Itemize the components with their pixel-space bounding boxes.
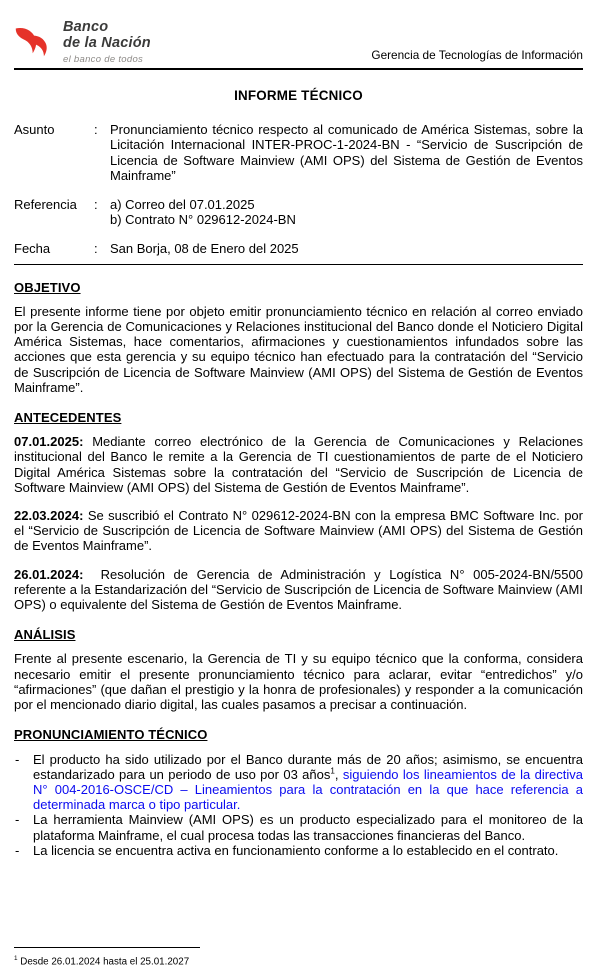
bank-tagline: el banco de todos: [63, 54, 144, 65]
footnote-block: [14, 947, 200, 968]
page-header: [14, 14, 583, 65]
meta-rule: [14, 264, 583, 265]
bullet-marker: -: [15, 812, 20, 828]
bank-logo-swoosh-icon: [14, 25, 54, 65]
bank-name-line1: Banco: [63, 19, 109, 35]
antecedente-date-2: 22.03.2024:: [14, 508, 84, 524]
fecha-value: San Borja, 08 de Enero del 2025: [110, 241, 299, 257]
asunto-value: Pronunciamiento técnico respecto al comunicado de América Sistemas, sobre la Licitación Internacional INTER-PROC-1-2024-BN - “Servicio de Suscripción de Licencia de Software Mainview (AMI OPS) del Sistema de Gestión de Eventos Mainframe”: [110, 122, 583, 183]
objetivo-paragraph: El presente informe tiene por objeto emitir pronunciamiento técnico en relación al correo enviado por la Gerencia de Comunicaciones y Relaciones institucional del Banco donde el Noticiero Digital América Sistemas, hace comentarios, afirmaciones y cuestionamientos infundados sobre las acciones que esta gerencia y su equipo técnico han efectuado para la contratación del “Servicio de Suscripción de Licencia de Software Mainview (AMI OPS) del Sistema de Gestión de Eventos Mainframe”.: [14, 303, 583, 395]
meta-row-referencia: [14, 197, 583, 227]
bullet-text-3: La licencia se encuentra activa en funcionamiento conforme a lo establecido en el contrato.: [33, 842, 559, 858]
footnote-reference-1: 1: [330, 766, 335, 776]
meta-row-fecha: [14, 241, 583, 256]
meta-row-asunto: [14, 122, 583, 183]
section-heading-antecedentes: ANTECEDENTES: [14, 410, 122, 426]
footnote-marker: 1: [14, 954, 18, 962]
footnote-text: Desde 26.01.2024 hasta el 25.01.2027: [20, 956, 190, 967]
section-heading-pronunciamiento: PRONUNCIAMIENTO TÉCNICO: [14, 727, 208, 743]
antecedente-text-3: Resolución de Gerencia de Administración y Logística N° 005-2024-BN/5500 referente a la Estandarización del “Servicio de Suscripción de Licencia de Software Mainview (AMI OPS) o equivalente del Sistema de Gestión de Eventos Mainframe.: [14, 566, 583, 613]
antecedente-text-2: Se suscribió el Contrato N° 029612-2024-BN con la empresa BMC Software Inc. por el “Servicio de Suscripción de Licencia de Software Mainview (AMI OPS) del Sistema de Gestión de Eventos Mainframe”.: [14, 508, 583, 554]
antecedente-text-1: Mediante correo electrónico de la Gerencia de Comunicaciones y Relaciones institucional del Banco le remite a la Gerencia de TI cuestionamientos de parte de el Noticiero Digital América Sistemas sobre la contratación del “Servicio de Suscripción de Licencia de Software Mainview (AMI OPS) del Sistema de Gestión de Eventos Mainframe”.: [14, 434, 583, 495]
department-name: Gerencia de Tecnologías de Información: [371, 48, 583, 62]
asunto-colon: :: [94, 122, 98, 138]
section-heading-analisis: ANÁLISIS: [14, 627, 76, 643]
bullet-item-1: [14, 752, 583, 813]
bullet-1-separator: ,: [334, 766, 343, 782]
antecedente-item-2: [14, 508, 583, 554]
asunto-label: Asunto: [14, 122, 55, 138]
fecha-colon: :: [94, 241, 98, 257]
referencia-colon: :: [94, 197, 98, 213]
bullet-text-2: La herramienta Mainview (AMI OPS) es un producto especializado para el monitoreo de la plataforma Mainframe, el cual procesa todas las transacciones financieras del Banco.: [33, 812, 583, 843]
referencia-line-a: a) Correo del 07.01.2025: [110, 197, 255, 213]
meta-block: [14, 122, 583, 256]
antecedente-date-1: 07.01.2025:: [14, 434, 84, 450]
bank-name-line2: de la Nación: [63, 34, 151, 51]
pronunciamiento-bullet-list: [14, 752, 583, 858]
document-title: INFORME TÉCNICO: [234, 88, 363, 103]
referencia-label: Referencia: [14, 197, 77, 213]
bullet-item-2: [14, 812, 583, 842]
bullet-1-blue-text: siguiendo los lineamientos de la directiva N° 004-2016-OSCE/CD – Lineamientos para la contratación en la que hace referencia a determinada marca o tipo particular.: [33, 766, 583, 813]
bank-logo: [14, 14, 151, 65]
footnote-rule: [14, 947, 200, 948]
referencia-line-b: b) Contrato N° 029612-2024-BN: [110, 212, 296, 228]
analisis-paragraph: Frente al presente escenario, la Gerencia de TI y su equipo técnico que la conforma, considera necesario emitir el presente pronunciamiento técnico para aclarar, evitar “entredichos” y/o “afirmaciones” (que dañan el prestigio y la honra de profesionales) y responder a la comunicación por el mencionado diario digital, las cuales pasamos a precisar a continuación.: [14, 651, 583, 713]
antecedente-item-1: [14, 434, 583, 495]
bank-logo-text: [63, 14, 151, 65]
footnote-text-line: [14, 953, 200, 968]
bullet-marker: -: [15, 842, 20, 858]
bullet-marker: -: [15, 751, 20, 767]
bullet-item-3: [14, 843, 583, 858]
section-heading-objetivo: OBJETIVO: [14, 279, 81, 295]
antecedente-date-3: 26.01.2024:: [14, 566, 84, 582]
fecha-label: Fecha: [14, 241, 51, 257]
antecedente-item-3: [14, 567, 583, 613]
bullet-1-black-text: El producto ha sido utilizado por el Banco durante más de 20 años; asimismo, se encuentra estandarizado para un periodo de uso por 03 años: [33, 751, 583, 782]
bullet-text-1: [33, 752, 583, 813]
header-rule: [14, 68, 583, 70]
referencia-value: [110, 197, 583, 227]
